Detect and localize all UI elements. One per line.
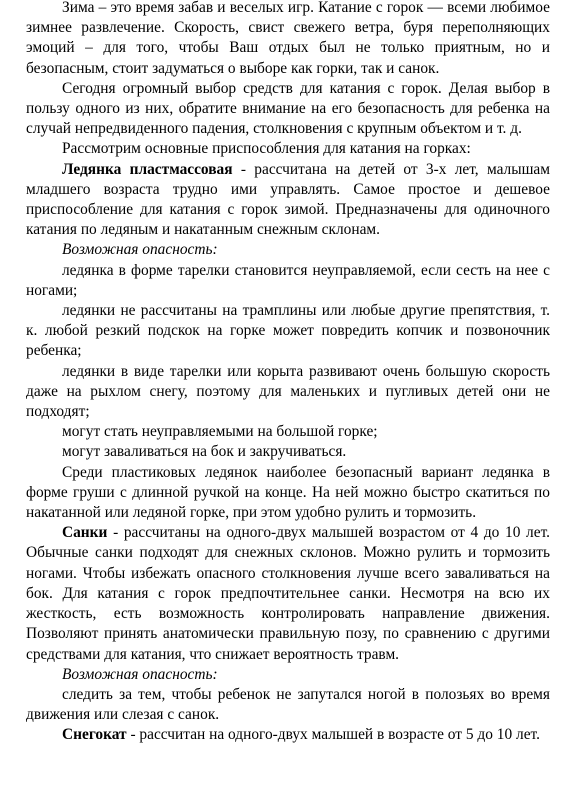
danger-item: [26, 261, 550, 301]
term-sled: Санки: [62, 524, 108, 542]
paragraph-text: - рассчитаны на одного-двух малышей возрастом от 4 до 10 лет. Обычные санки подходят для снежных склонов. Можно рулить и тормозить ногами. Чтобы избежать опасного столкновения лучше всего заваливаться на бок. Для катания с горок предпочтительнее санки. Несмотря на всю их жесткость, есть возможность контролировать направление движения. Позволяют принять анатомически правильную позу, по сравнению с другими средствами для катания, что снижает вероятность травм.: [26, 524, 550, 663]
danger-heading-text: Возможная опасность:: [62, 665, 218, 683]
paragraph-text: ледянки в виде тарелки или корыта развивают очень большую скорость даже на рыхлом снегу, поэтому для маленьких и пугливых детей они не подходят;: [26, 362, 550, 421]
danger-item: [26, 422, 550, 442]
paragraph-text: следить за тем, чтобы ребенок не запутался ногой в полозьях во время движения или слезая с санок.: [26, 685, 550, 724]
term-plastic-sled: Ледянка пластмассовая: [62, 160, 233, 178]
paragraph-text: Сегодня огромный выбор средств для катания с горок. Делая выбор в пользу одного из них, обратите внимание на его безопасность для ребенка на случай непредвиденного падения, столкновения с крупным объектом и т. д.: [26, 79, 550, 138]
plastic-sled-paragraph: [26, 160, 550, 241]
danger-item: [26, 362, 550, 423]
paragraph-text: ледянки не рассчитаны на трамплины или любые другие препятствия, т. к. любой резкий подскок на горке может повредить копчик и позвоночник ребенка;: [26, 302, 550, 360]
devices-intro-paragraph: [26, 139, 550, 159]
choice-paragraph: [26, 79, 550, 140]
danger-heading-text: Возможная опасность:: [62, 241, 218, 259]
paragraph-text: могут заваливаться на бок и закручиваться.: [62, 443, 347, 461]
danger-heading: [26, 240, 550, 260]
danger-item: [26, 301, 550, 362]
paragraph-text: ледянка в форме тарелки становится неуправляемой, если сесть на нее с ногами;: [26, 261, 550, 299]
paragraph-text: Зима – это время забав и веселых игр. Катание с горок — всеми любимое зимнее развлечение. Скорость, свист свежего ветра, буря переполняющих эмоций – для того, чтобы Ваш отдых был не только приятным, но и безопасным, стоит задуматься о выборе как горки, так и санок.: [26, 0, 550, 77]
paragraph-text: Среди пластиковых ледянок наиболее безопасный вариант ледянка в форме груши с длинной ручкой на конце. На ней можно быстро скатиться по накатанной или ледяной горке, при этом удобно рулить и тормозить.: [26, 463, 550, 522]
snow-scooter-paragraph: [26, 725, 550, 745]
danger-item: [26, 685, 550, 725]
paragraph-text: - рассчитан на одного-двух малышей в возрасте от 5 до 10 лет.: [126, 726, 540, 744]
sled-paragraph: [26, 523, 550, 664]
safe-option-paragraph: [26, 463, 550, 524]
danger-item: [26, 442, 550, 462]
term-snow-scooter: Снегокат: [62, 726, 127, 744]
document-body: [26, 0, 550, 746]
danger-heading: [26, 665, 550, 685]
intro-paragraph: [26, 0, 550, 79]
paragraph-text: Рассмотрим основные приспособления для катания на горках:: [62, 140, 471, 158]
paragraph-text: - рассчитана на детей от 3-х лет, малышам младшего возраста трудно ими управлять. Самое простое и дешевое приспособление для катания с горок зимой. Предназначены для одиночного катания по ледяным и накатанным снежным склонам.: [26, 160, 550, 239]
paragraph-text: могут стать неуправляемыми на большой горке;: [62, 423, 378, 441]
